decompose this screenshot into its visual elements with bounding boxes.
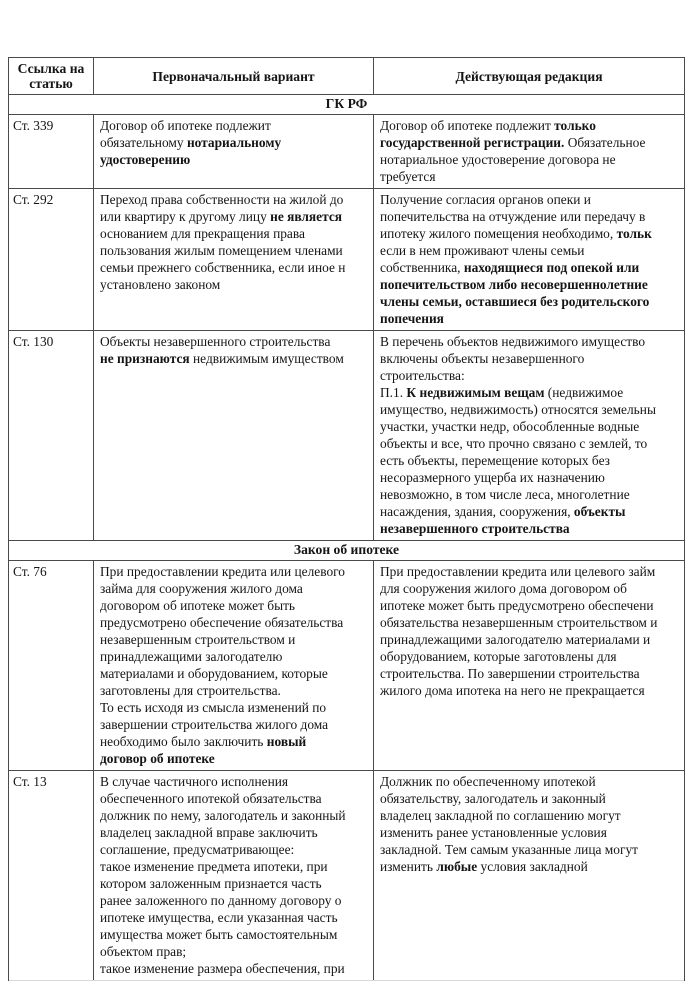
text-line: объектом прав; (100, 944, 187, 959)
header-original-version: Первоначальный вариант (94, 58, 374, 94)
text-line: Объекты незавершенного строительства (100, 334, 331, 349)
table-body (9, 95, 684, 981)
text-line: такое изменение предмета ипотеки, при (100, 859, 328, 874)
text-line: договор об ипотеке (100, 751, 215, 766)
text-line: семьи прежнего собственника, если иное н (100, 260, 346, 275)
text-line: При предоставлении кредита или целевого займ (380, 564, 656, 579)
text-line: принадлежащими залогодателю материалами и (380, 632, 651, 647)
text-line: П.1. К недвижимым вещам (недвижимое (380, 385, 624, 400)
text-line: материалами и оборудованием, которые (100, 666, 328, 681)
text-line: Получение согласия органов опеки и (380, 192, 591, 207)
table-row (9, 561, 684, 771)
text-line: участки, участки недр, обособленные водные (380, 419, 640, 434)
section-band: ГК РФ (9, 95, 684, 115)
text-line: договором об ипотеке может быть (100, 598, 296, 613)
text-line: имущества может быть самостоятельным (100, 927, 338, 942)
text-line: включены объекты незавершенного (380, 351, 585, 366)
text-line: пользования жилым помещением членами (100, 243, 343, 258)
current-cell (374, 331, 684, 540)
text-line: обязательному нотариальному (100, 135, 282, 150)
text-line: Переход права собственности на жилой до (100, 192, 344, 207)
original-cell (94, 115, 374, 188)
text-line: изменить ранее установленные условия (380, 825, 607, 840)
section-band: Закон об ипотеке (9, 541, 684, 561)
text-line: объекты и все, что прочно связано с землей, то (380, 436, 648, 451)
article-cell: Ст. 130 (9, 331, 94, 540)
text-line: жилого дома ипотека на него не прекращается (380, 683, 645, 698)
article-cell: Ст. 13 (9, 771, 94, 980)
text-line: строительства: (380, 368, 465, 383)
current-cell (374, 189, 684, 330)
text-line: необходимо было заключить новый (100, 734, 307, 749)
text-line: имущество, недвижимость) относятся земельны (380, 402, 656, 417)
table-row (9, 331, 684, 541)
header-article-link: Ссылка на статью (9, 58, 94, 94)
text-line: владелец закладной по соглашению могут (380, 808, 621, 823)
text-line: обеспеченного ипотекой обязательства (100, 791, 322, 806)
article-cell: Ст. 76 (9, 561, 94, 770)
text-line: не признаются недвижимым имуществом (100, 351, 344, 366)
text-line: В случае частичного исполнения (100, 774, 289, 789)
original-cell (94, 331, 374, 540)
text-line: установлено законом (100, 277, 221, 292)
text-line: принадлежащими залогодателю (100, 649, 283, 664)
text-line: члены семьи, оставшиеся без родительского (380, 294, 650, 309)
text-line: Договор об ипотеке подлежит только (380, 118, 596, 133)
text-line: нотариальное удостоверение договора не (380, 152, 616, 167)
text-line: или квартиру к другому лицу не является (100, 209, 343, 224)
table-row (9, 771, 684, 981)
text-line: соглашение, предусматривающее: (100, 842, 295, 857)
text-line: ипотеку жилого помещения необходимо, тольк (380, 226, 652, 241)
text-line: государственной регистрации. Обязательное (380, 135, 646, 150)
table-row (9, 115, 684, 189)
current-cell (374, 771, 684, 980)
text-line: невозможно, в том числе леса, многолетние (380, 487, 630, 502)
text-line: основанием для прекращения права (100, 226, 305, 241)
text-line: строительства. По завершении строительства (380, 666, 640, 681)
text-line: Договор об ипотеке подлежит (100, 118, 271, 133)
text-line: если в нем проживают члены семьи (380, 243, 585, 258)
table-row (9, 189, 684, 331)
article-cell: Ст. 292 (9, 189, 94, 330)
header-current-edition: Действующая редакция (455, 68, 603, 84)
text-line: изменить любые условия закладной (380, 859, 588, 874)
text-line: закладной. Тем самым указанные лица могут (380, 842, 638, 857)
text-line: предусмотрено обеспечение обязательства (100, 615, 344, 630)
text-line: обязательства незавершенным строительством и (380, 615, 658, 630)
original-cell (94, 771, 374, 980)
table-header-row (9, 58, 684, 95)
law-comparison-table (8, 57, 685, 981)
text-line: есть объекты, перемещение которых без (380, 453, 610, 468)
text-line: котором заложенным признается часть (100, 876, 322, 891)
text-line: Должник по обеспеченному ипотекой (380, 774, 596, 789)
text-line: несоразмерного ущерба их назначению (380, 470, 605, 485)
text-line: должник по нему, залогодатель и законный (100, 808, 346, 823)
text-line: ипотеке может быть предусмотрено обеспечени (380, 598, 654, 613)
text-line: займа для сооружения жилого дома (100, 581, 303, 596)
text-line: попечения (380, 311, 444, 326)
text-line: оборудованием, которые заготовлены для (380, 649, 617, 664)
current-cell (374, 115, 684, 188)
text-line: требуется (380, 169, 436, 184)
text-line: обязательству, залогодатель и законный (380, 791, 606, 806)
text-line: владелец закладной вправе заключить (100, 825, 318, 840)
text-line: ипотеке имущества, если указанная часть (100, 910, 338, 925)
article-cell: Ст. 339 (9, 115, 94, 188)
text-line: такое изменение размера обеспечения, при (100, 961, 345, 976)
text-line: насаждения, здания, сооружения, объекты (380, 504, 626, 519)
text-line: попечительства на отчуждение или передачу в (380, 209, 646, 224)
text-line: заготовлены для строительства. (100, 683, 281, 698)
text-line: собственника, находящиеся под опекой или (380, 260, 640, 275)
text-line: В перечень объектов недвижимого имущество (380, 334, 646, 349)
original-cell (94, 189, 374, 330)
text-line: для сооружения жилого дома договором об (380, 581, 627, 596)
text-line: незавершенного строительства (380, 521, 570, 536)
text-line: незавершенным строительством и (100, 632, 296, 647)
current-cell (374, 561, 684, 770)
text-line: При предоставлении кредита или целевого (100, 564, 345, 579)
text-line: ранее заложенного по данному договору о (100, 893, 342, 908)
text-line: завершении строительства жилого дома (100, 717, 329, 732)
original-cell (94, 561, 374, 770)
text-line: удостоверению (100, 152, 191, 167)
text-line: То есть исходя из смысла изменений по (100, 700, 327, 715)
text-line: попечительством либо несовершеннолетние (380, 277, 648, 292)
